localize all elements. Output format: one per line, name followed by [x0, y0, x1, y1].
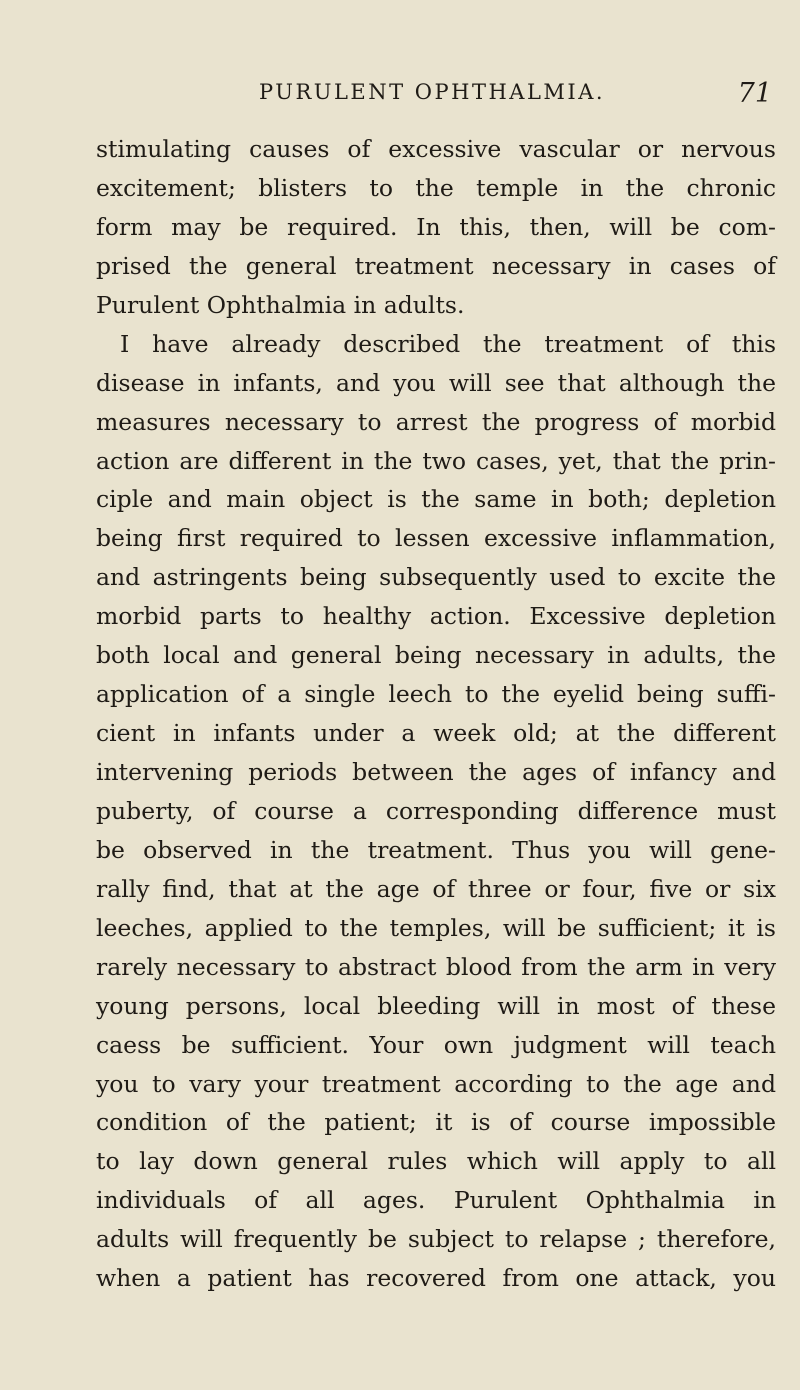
- text-line: measures necessary to arrest the progress of morbid: [96, 407, 776, 436]
- running-title: PURULENT OPHTHALMIA.: [259, 80, 606, 104]
- text-line: application of a single leech to the eyelid being suffi-: [96, 680, 776, 709]
- text-line: rally find, that at the age of three or four, five or six: [96, 874, 776, 903]
- text-line: young persons, local bleeding will in most of these: [96, 991, 776, 1020]
- text-line: be observed in the treatment. Thus you will gene-: [96, 835, 776, 864]
- text-line: ciple and main object is the same in both; depletion: [96, 485, 776, 514]
- text-line: to lay down general rules which will apply to all: [96, 1147, 776, 1176]
- running-header: [96, 80, 772, 116]
- page-number: 71: [737, 78, 772, 109]
- text-line: excitement; blisters to the temple in the chronic: [96, 173, 776, 202]
- text-line: when a patient has recovered from one attack, you: [96, 1264, 776, 1293]
- text-line: individuals of all ages. Purulent Ophthalmia in: [96, 1186, 776, 1215]
- text-line: caess be sufficient. Your own judgment will teach: [96, 1030, 776, 1059]
- text-line: leeches, applied to the temples, will be sufficient; it is: [96, 913, 776, 942]
- text-line: I have already described the treatment of this: [120, 329, 776, 358]
- text-line: intervening periods between the ages of infancy and: [96, 758, 776, 786]
- text-line: puberty, of course a corresponding difference must: [96, 796, 776, 825]
- text-line: both local and general being necessary in adults, the: [96, 641, 776, 670]
- text-line: being first required to lessen excessive inflammation,: [96, 524, 776, 553]
- text-line: cient in infants under a week old; at the different: [96, 719, 776, 748]
- text-line: Purulent Ophthalmia in adults.: [96, 290, 465, 319]
- text-line: and astringents being subsequently used to excite the: [96, 563, 776, 592]
- text-line: morbid parts to healthy action. Excessive depletion: [96, 602, 776, 631]
- text-line: action are different in the two cases, yet, that the prin-: [96, 446, 776, 475]
- text-line: adults will frequently be subject to relapse ; therefore,: [96, 1225, 776, 1254]
- text-line: rarely necessary to abstract blood from the arm in very: [96, 952, 776, 981]
- text-line: stimulating causes of excessive vascular or nervous: [96, 135, 776, 163]
- text-line: disease in infants, and you will see that although the: [96, 368, 776, 397]
- text-line: prised the general treatment necessary in cases of: [96, 251, 776, 280]
- text-line: you to vary your treatment according to the age and: [96, 1069, 776, 1098]
- body-text: [96, 130, 776, 1298]
- text-line: form may be required. In this, then, will be com-: [96, 212, 776, 241]
- text-line: condition of the patient; it is of course impossible: [96, 1108, 776, 1137]
